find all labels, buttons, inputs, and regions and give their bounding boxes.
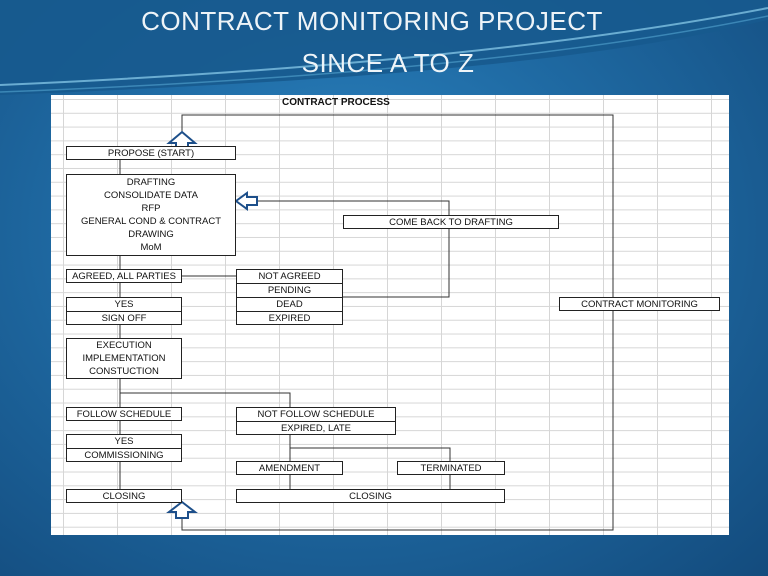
drafting-line: RFP xyxy=(141,203,161,214)
execution-line: EXECUTION xyxy=(96,340,152,351)
not-agreed-line: DEAD xyxy=(237,297,342,311)
drafting-line: MoM xyxy=(140,242,162,253)
closing-right-box xyxy=(236,489,505,503)
not-agreed-line: NOT AGREED xyxy=(258,270,321,282)
not-agreed-line: EXPIRED xyxy=(237,311,342,325)
yes-sign-line: YES xyxy=(114,298,134,310)
terminated-box xyxy=(397,461,505,475)
propose-label: PROPOSE (START) xyxy=(107,147,195,159)
execution-line: CONSTUCTION xyxy=(89,366,159,377)
drafting-line: DRAFTING xyxy=(126,177,176,188)
amendment-box xyxy=(236,461,343,475)
follow-schedule-box xyxy=(66,407,182,421)
closing-right-label: CLOSING xyxy=(349,490,392,502)
drafting-box xyxy=(66,174,236,256)
amendment-label: AMENDMENT xyxy=(258,462,321,474)
contract-monitoring-label: CONTRACT MONITORING xyxy=(581,298,698,310)
not-follow-line: EXPIRED, LATE xyxy=(237,421,395,435)
come-back-label: COME BACK TO DRAFTING xyxy=(389,216,513,228)
come-back-box xyxy=(343,215,559,229)
propose-box xyxy=(66,146,236,160)
contract-monitoring-box xyxy=(559,297,720,311)
diagram-heading: CONTRACT PROCESS xyxy=(282,97,390,108)
yes-comm-line: COMMISSIONING xyxy=(67,448,181,462)
follow-schedule-label: FOLLOW SCHEDULE xyxy=(76,408,172,420)
not-follow-schedule-box xyxy=(236,407,396,435)
drafting-line: CONSOLIDATE DATA xyxy=(104,190,198,201)
slide-title-line-1: CONTRACT MONITORING PROJECT xyxy=(141,6,603,36)
closing-left-label: CLOSING xyxy=(102,490,146,502)
execution-box xyxy=(66,338,182,379)
drafting-line: DRAWING xyxy=(128,229,174,240)
yes-commissioning-box xyxy=(66,434,182,462)
yes-sign-line: SIGN OFF xyxy=(67,311,181,325)
drafting-line: GENERAL COND & CONTRACT xyxy=(80,216,222,227)
yes-comm-line: YES xyxy=(114,435,134,447)
execution-line: IMPLEMENTATION xyxy=(82,353,166,364)
terminated-label: TERMINATED xyxy=(420,462,482,474)
agreed-label: AGREED, ALL PARTIES xyxy=(72,270,176,282)
not-agreed-box xyxy=(236,269,343,325)
yes-sign-off-box xyxy=(66,297,182,325)
slide-title-line-2: SINCE A TO Z xyxy=(301,48,475,78)
not-follow-line: NOT FOLLOW SCHEDULE xyxy=(257,408,375,420)
agreed-box xyxy=(66,269,182,283)
closing-left-box xyxy=(66,489,182,503)
not-agreed-line: PENDING xyxy=(237,283,342,297)
